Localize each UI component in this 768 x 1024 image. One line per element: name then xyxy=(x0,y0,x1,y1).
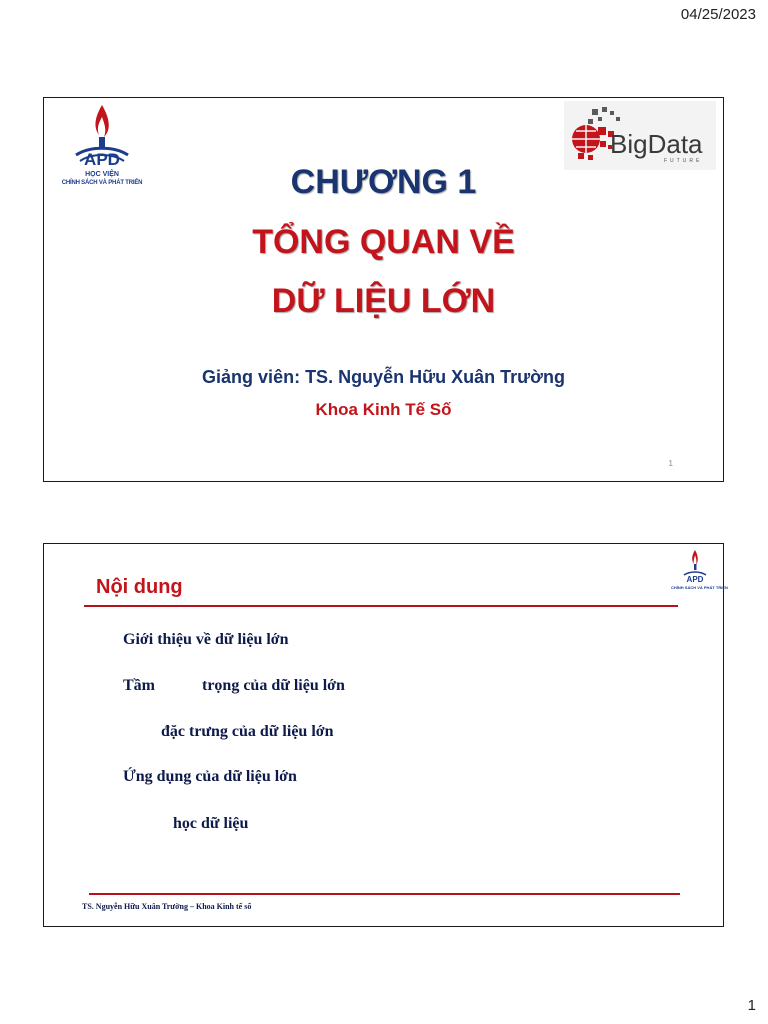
bigdata-text: BigData xyxy=(610,129,703,159)
slide-footer: TS. Nguyễn Hữu Xuân Trường – Khoa Kinh tế số xyxy=(82,902,252,911)
title-line-2: DỮ LIỆU LỚN xyxy=(271,282,496,320)
bigdata-logo xyxy=(564,101,716,170)
slide-number: 1 xyxy=(668,459,673,468)
apd-logo-small-mark xyxy=(679,549,711,585)
list-item-text: Ứng dụng của dữ liệu lớn xyxy=(123,768,297,785)
list-item xyxy=(123,631,289,649)
bigdata-logo-mark xyxy=(564,101,716,170)
slide-title xyxy=(43,97,724,482)
apd-logo-small-text: CHÍNH SÁCH VÀ PHÁT TRIỂN xyxy=(671,585,728,590)
apd-mark-text: APD xyxy=(84,150,120,169)
slide-contents xyxy=(43,543,728,927)
list-item-text: Giới thiệu về dữ liệu lớn xyxy=(123,631,289,648)
apd-logo-mark xyxy=(62,103,142,171)
apd-logo-line1: HỌC VIỆN xyxy=(85,171,119,178)
list-item xyxy=(173,815,248,833)
contents-heading: Nội dung xyxy=(96,576,183,598)
divider xyxy=(84,605,678,607)
list-item-text: đặc trưng của dữ liệu lớn xyxy=(161,723,334,740)
list-item-text: trọng của dữ liệu lớn xyxy=(202,677,345,694)
list-item xyxy=(161,723,334,741)
title-line-1: TỔNG QUAN VỀ xyxy=(252,223,515,261)
page-date: 04/25/2023 xyxy=(680,6,756,23)
apd-small-mark-text: APD xyxy=(686,575,704,584)
divider xyxy=(89,893,680,895)
apd-logo-small xyxy=(671,549,728,595)
department-text: Khoa Kinh Tế Số xyxy=(315,400,452,419)
list-item xyxy=(123,677,345,695)
chapter-title: CHƯƠNG 1 xyxy=(290,163,477,201)
lecturer-text: Giảng viên: TS. Nguyễn Hữu Xuân Trường xyxy=(202,367,565,387)
apd-logo-line2: CHÍNH SÁCH VÀ PHÁT TRIỂN xyxy=(61,180,143,186)
list-item-text: Tầm xyxy=(123,677,155,694)
list-item-text: học dữ liệu xyxy=(173,815,249,832)
bigdata-sub-text: FUTURE xyxy=(664,158,703,164)
list-item xyxy=(123,768,297,786)
page-number: 1 xyxy=(747,997,756,1014)
